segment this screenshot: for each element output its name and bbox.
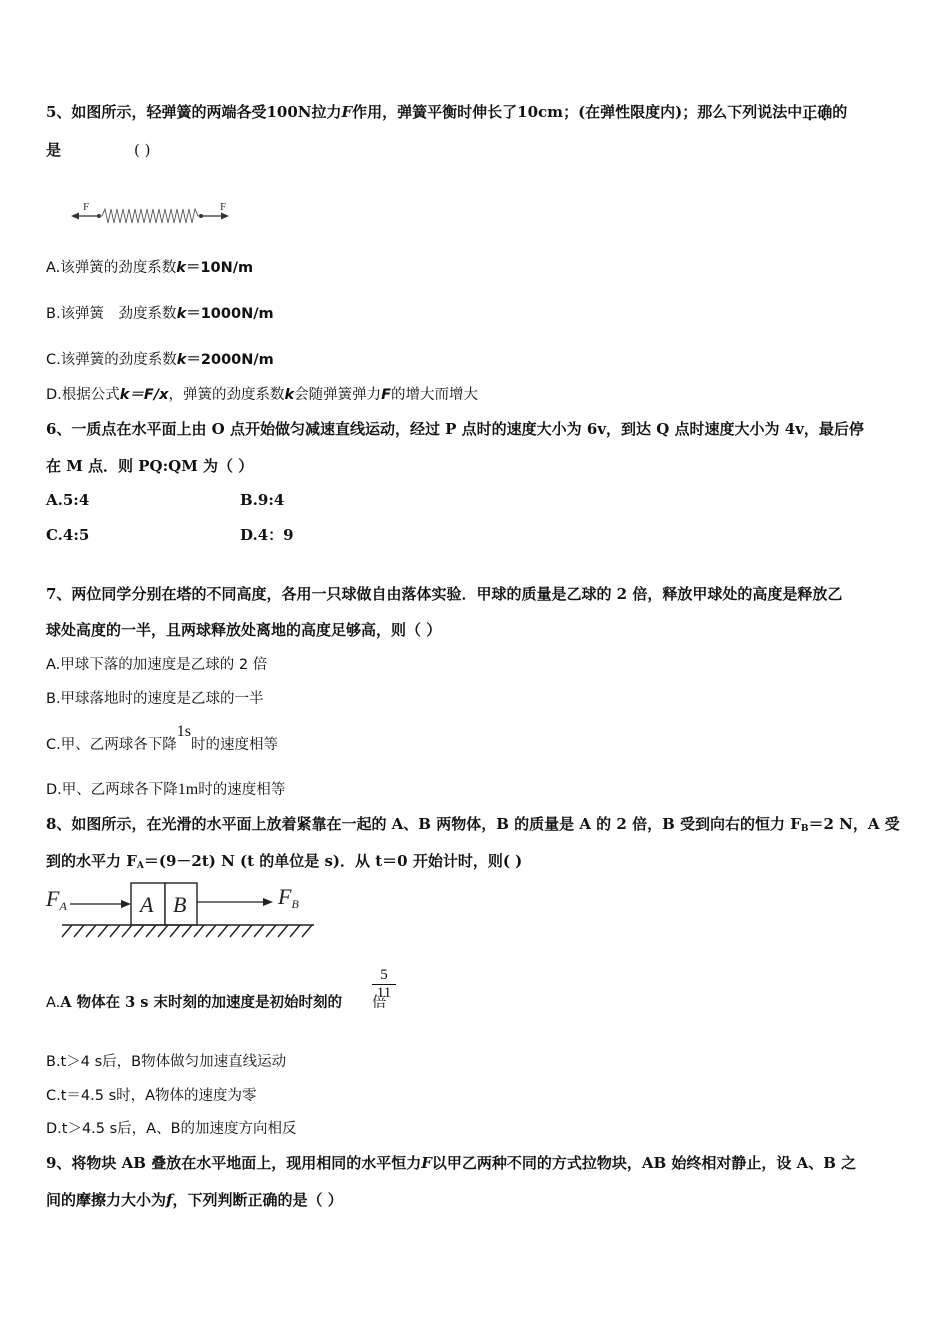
q5-k-symbol: k	[176, 260, 186, 276]
q9-friction-symbol: f	[166, 1191, 173, 1209]
q5-option-text: C.该弹簧的劲度系数	[46, 352, 177, 368]
q8-fraction	[372, 967, 396, 1002]
q5-option-text: ，弹簧的劲度系数	[168, 387, 285, 403]
q5-option-text: 会随弹簧弹力	[294, 387, 382, 403]
q7-option-b: B.甲球落地时的速度是乙球的一半	[46, 691, 264, 707]
q7-height-value: 1m	[177, 781, 199, 798]
q8-option-d: D.t＞4.5 s后，A、B的加速度方向相反	[46, 1121, 297, 1137]
q5-spring-coil	[99, 209, 201, 223]
q5-answer-paren: ( )	[134, 141, 151, 159]
q5-spring-figure	[68, 198, 238, 228]
q7-time-value: 1s	[176, 723, 191, 740]
q5-k-symbol: k	[176, 306, 187, 322]
q8-option-c: C.t＝4.5 s时，A物体的速度为零	[46, 1088, 257, 1104]
q5-emphasis-char: 正	[802, 103, 818, 121]
q8-option-text: A.	[46, 995, 61, 1011]
q5-force-symbol: F	[381, 387, 392, 403]
q8-option-text: 倍	[371, 995, 387, 1011]
q8-text: 到的水平力 F	[46, 852, 137, 870]
q5-option-value: ＝1000N/m	[186, 306, 274, 322]
q5-label-right: F	[220, 201, 227, 213]
q5-k-symbol: k	[284, 387, 295, 403]
q5-force-value: 100N	[266, 103, 312, 121]
q7-stem-line1: 7、两位同学分别在塔的不同高度，各用一只球做自由落体实验．甲球的质量是乙球的 2 倍，释放甲球处的高度是释放乙	[46, 585, 843, 603]
q5-option-value: ＝10N/m	[185, 260, 254, 276]
q6-option-a: A.5:4	[46, 491, 90, 509]
q9-text: 间的摩擦力大小为	[46, 1191, 167, 1209]
q8-fraction-numerator: 5	[372, 967, 396, 985]
q5-option-b	[46, 304, 274, 324]
q7-option-text: D.甲、乙两球各下降	[46, 782, 178, 798]
q5-option-text: B.该弹簧 劲度系数	[46, 306, 177, 322]
q7-stem-line2: 球处高度的一半，且两球释放处离地的高度足够高，则（ ）	[46, 621, 442, 639]
q6-option-d: D.4：9	[240, 526, 294, 544]
q5-text: 的	[832, 103, 848, 121]
q8-option-b: B.t＞4 s后，B物体做匀加速直线运动	[46, 1054, 287, 1070]
q8-label-FB: FB	[278, 884, 299, 911]
q8-option-a	[46, 993, 386, 1013]
q6-option-b: B.9:4	[240, 491, 285, 509]
q9-text: ，下列判断正确的是（ ）	[172, 1191, 343, 1209]
q8-label-A: A	[140, 892, 154, 917]
q8-stem-line2	[46, 851, 522, 876]
q9-text: 以甲乙两种不同的方式拉物块，AB 始终相对静止，设 A、B 之	[431, 1154, 857, 1172]
q5-force-symbol: F	[341, 103, 353, 121]
q8-text: 8、如图所示，在光滑的水平面上放着紧靠在一起的 A、B 两物体，B 的质量是 A 的 2 倍，B 受到向右的恒力 F	[46, 815, 801, 833]
q7-option-text: C.甲、乙两球各下降	[46, 737, 177, 753]
q5-arrowhead-left	[71, 213, 79, 220]
q8-fraction-denominator: 11	[376, 985, 392, 1001]
q5-stem-line2	[46, 140, 61, 160]
q5-option-c	[46, 350, 274, 370]
q5-text: 作用，弹簧平衡时伸长了	[352, 103, 518, 121]
q5-emphasis-char: 确	[817, 103, 833, 121]
q5-text: 5、如图所示，轻弹簧的两端各受	[46, 103, 267, 121]
q9-stem-line2	[46, 1190, 343, 1210]
q8-label-FA: FA	[46, 886, 67, 913]
q6-stem-line2: 在 M 点．则 PQ:QM 为（ ）	[46, 457, 254, 475]
q5-option-d	[46, 385, 478, 405]
q8-ground-hatch	[62, 925, 312, 937]
q5-arrowhead-right	[221, 213, 229, 220]
q5-option-a	[46, 258, 253, 278]
q5-label-left: F	[83, 201, 90, 213]
q5-option-value: ＝2000N/m	[186, 352, 274, 368]
q8-subscript: A	[136, 861, 144, 871]
q7-option-text: 时的速度相等	[190, 737, 278, 753]
q5-text: 拉力	[311, 103, 342, 121]
q8-arrowhead-FA	[121, 900, 131, 908]
q7-option-a: A.甲球下落的加速度是乙球的 2 倍	[46, 657, 268, 673]
q5-option-text: 的增大而增大	[391, 387, 479, 403]
q8-blocks-figure	[44, 878, 324, 944]
q8-option-text: A 物体在 3 s 末时刻的加速度是初始时刻的	[60, 994, 342, 1011]
q7-option-c	[46, 723, 278, 755]
q5-option-text: D.根据公式	[46, 387, 120, 403]
q8-arrowhead-FB	[263, 898, 273, 906]
q9-stem-line1	[46, 1153, 856, 1173]
q9-force-symbol: F	[421, 1154, 432, 1172]
q8-text: ＝2 N，A 受	[808, 815, 900, 833]
q9-text: 9、将物块 AB 叠放在水平地面上，现用相同的水平恒力	[46, 1154, 422, 1172]
q7-option-text: 时的速度相等	[198, 782, 286, 798]
q8-subscript: B	[800, 824, 809, 834]
q6-option-c: C.4:5	[46, 526, 90, 544]
q7-option-d	[46, 780, 285, 800]
q8-stem-line1	[46, 814, 900, 839]
q5-option-text: A.该弹簧的劲度系数	[46, 260, 177, 276]
q5-extension-value: 10cm	[517, 103, 564, 121]
q6-stem-line1: 6、一质点在水平面上由 O 点开始做匀减速直线运动，经过 P 点时的速度大小为 6v，到达 Q 点时速度大小为 4v，最后停	[46, 420, 864, 438]
q5-text: 是	[46, 141, 62, 159]
q5-text: ；(在弹性限度内)；那么下列说法中	[563, 103, 803, 121]
q5-formula: k＝F/x	[119, 387, 169, 403]
q8-label-B: B	[173, 892, 187, 917]
q8-text: ＝(9－2t) N (t 的单位是 s)．从 t＝0 开始计时，则( )	[143, 852, 523, 870]
q5-stem-line1	[46, 102, 847, 122]
q5-k-symbol: k	[176, 352, 187, 368]
